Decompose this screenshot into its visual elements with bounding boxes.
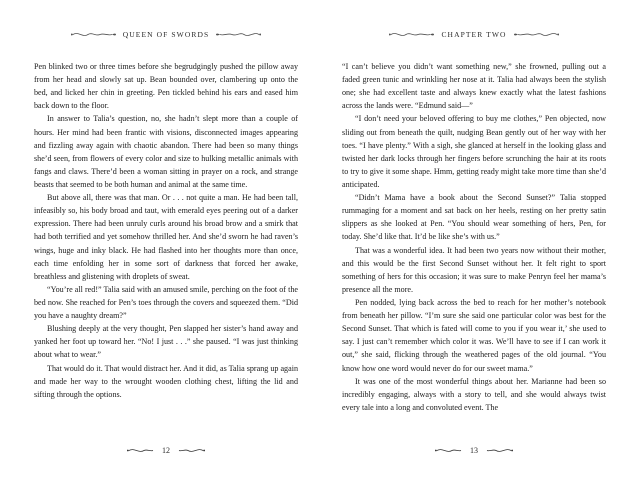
paragraph: “You’re all red!” Talia said with an amused smile, perching on the foot of the bed now. She reached for Pen’s toes through the covers and squeezed them. “Did you have a naughty dream?” xyxy=(34,284,298,321)
folio-left xyxy=(34,438,298,462)
running-head-label: CHAPTER TWO xyxy=(441,29,507,39)
paragraph: It was one of the most wonderful things about her. Marianne had been so incredibly engaging, always with a story to tell, and she would always twist every tale into a long and convoluted event. The xyxy=(342,376,606,412)
page-number: 13 xyxy=(470,445,478,455)
flourish-ornament-icon xyxy=(177,446,205,455)
page-body-left xyxy=(34,60,298,430)
paragraph: But above all, there was that man. Or . . . not quite a man. He had been tall, infeasibly so, his body broad and taut, with emerald eyes peering out of a darker expression. There had been unruly curls around his broad brow and a smirk that had both terrified and yet somehow thrilled her. And she’d sworn he had raven’s wings, huge and inky black. He had flashed into her thoughts more than once, each time enfolding her in some sort of darkness that forced her awake, breathless and glistening with droplets of sweat. xyxy=(34,193,298,281)
flourish-ornament-icon xyxy=(215,30,261,39)
paragraph: Pen nodded, lying back across the bed to reach for her mother’s notebook from beneath her pillow. “I’m sure she said one particular color was best for the Second Sunset. That which is fated will come to you if you wear it,’ she used to say. I just can’t remember which color it was. We’ll have to see if I can work it out,” she said, flicking through the weathered pages of the old journal. “You know how one word would never do for our sweet mama.” xyxy=(342,297,606,373)
running-head-right xyxy=(342,26,606,42)
page-body-right xyxy=(342,60,606,430)
paragraph: “Didn’t Mama have a book about the Second Sunset?” Talia stopped rummaging for a moment and sat back on her heels, resting on her pretty satin slippers as she looked at Pen. “You should wear something of hers, Pen, for today. She’d like that. It’d be like she’s with us.” xyxy=(342,193,606,242)
paragraph: In answer to Talia’s question, no, she hadn’t slept more than a couple of hours. Her mind had been frantic with visions, disconnected images appearing and fizzling away again with chaotic abandon. There had been so many things she’d seen, from flowers of every color and size to hulking metallic animals with fangs and claws. There’d been a woman sitting in prayer on a rock, and strange beasts that seemed to be both human and animal at the same time. xyxy=(34,114,298,189)
flourish-ornament-icon xyxy=(485,446,513,455)
flourish-ornament-icon xyxy=(389,30,435,39)
running-head-left xyxy=(34,26,298,42)
paragraph: That would do it. That would distract her. And it did, as Talia sprang up again and made her way to the wrought wooden clothing chest, lifting the lid and sifting through the options. xyxy=(34,363,298,399)
paragraph: “I can’t believe you didn’t want something new,” she frowned, pulling out a faded green tunic and wrinkling her nose at it. Talia had always been the stylish one; she had excellent taste and always knew exactly what the latest fashions across the lands were. “Edmund said—” xyxy=(342,62,606,111)
paragraph: Blushing deeply at the very thought, Pen slapped her sister’s hand away and yanked her foot up toward her. “No! I just . . .” she paused. “I was just thinking about what to wear.” xyxy=(34,324,298,360)
page-right xyxy=(320,0,640,480)
flourish-ornament-icon xyxy=(71,30,117,39)
paragraph: Pen blinked two or three times before she begrudgingly pushed the pillow away from her head and slowly sat up. Bean bounded over, clambering up onto the bed, and licked her chin in greeting. Pen tickled behind his ears and eased him back down to the floor. xyxy=(34,62,298,111)
flourish-ornament-icon xyxy=(513,30,559,39)
flourish-ornament-icon xyxy=(127,446,155,455)
folio-right xyxy=(342,438,606,462)
flourish-ornament-icon xyxy=(435,446,463,455)
page-number: 12 xyxy=(162,445,170,455)
running-head-label: QUEEN OF SWORDS xyxy=(122,29,210,39)
paragraph: “I don’t need your beloved offering to buy me clothes,” Pen objected, now sliding out from beneath the quilt, nudging Bean gently out of her way with her toes. “I have plenty.” With a sigh, she glanced at herself in the looking glass and twisted her dark locks through her fingers before scrunching the hair at its roots to try to give it some shape. Hmm, getting ready might take more time than she’d anticipated. xyxy=(342,114,606,189)
paragraph: That was a wonderful idea. It had been two years now without their mother, and this would be the first Second Sunset without her. It felt right to sport something of hers for this occasion; it was sure to make Penryn feel her mama’s presence all the more. xyxy=(342,245,606,294)
